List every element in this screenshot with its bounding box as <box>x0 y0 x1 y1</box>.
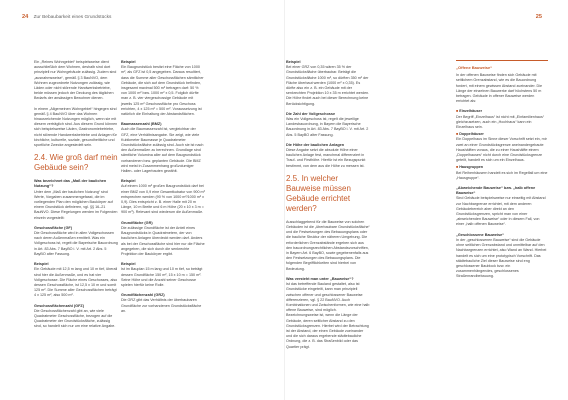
paragraph: Ein Gebäude mit 12,5 m lang und 10 m tief, überall sind hier die Außenmaße, und es hat vier Vollgeschosse. Die Fläche eines Geschosses, also dessen Geschossfläche, ist 12,5 x 10 m und somit 125 m². Die Summe aller Geschossflächen beträgt 4 x 125 m², also 500 m². <box>34 267 118 298</box>
subheading: Beispiel <box>286 60 301 64</box>
section-heading-2-5: 2.5. In welcher Bauweise müssen Gebäude errichtet werden? <box>286 173 351 213</box>
subheading: Was versteht man unter „Bauweise“? <box>286 276 354 281</box>
paragraph: Was ein Vollgeschoss ist, regelt die jeweilige Landesbauordnung, in Bayern die Bayerische Bauordnung in Art. 83 Abs. 7 BayBO i. V. mit Art. 2 Abs. 5 BayBO alter Fassung. <box>286 117 369 137</box>
paragraph: Bei einer GRZ von 0,35 wären 35 % der Grundstücksfläche überbaubar. Beträgt die Grundstücksfläche 1000 m², so dürften 350 m² der Fläche überbaut werden (1000 m² x 0,35). Es dürfte also ein z. B. ein Gebäude mit der senkrechten Projektion 10 x 35 m errichtet werden. Die Höhe findet auch bei dieser Berechnung keine Berücksichtigung. <box>286 65 370 106</box>
paragraph: Ein „Reines Wohngebiet“ beispielsweise dient ausschließlich dem Wohnen, deshalb sind dort prinzipiell nur Wohngebäude zulässig. Zudem sind „ausnahmsweise“, gemäß § 3 BauNVO, dem Wohnen zugeordnete Nutzungen zulässig, wie Läden oder nicht störende Handwerksbetriebe, beide müssen jedoch der Deckung des täglichen Bedarfs der ansässigen Bewohner dienen. <box>34 60 117 101</box>
section-heading-2-4: 2.4. Wie groß darf mein Gebäude sein? <box>34 153 118 173</box>
subheading: Geschossflächenzahl (GFZ) <box>34 303 85 308</box>
subheading: Grundfläche (GR) <box>121 220 153 225</box>
subheading: Die Zahl der Vollgeschosse <box>286 111 336 116</box>
bullet-item <box>456 109 548 130</box>
subheading: Beispiel <box>34 262 49 267</box>
paragraph: In der offenen Bauweise finden sich Gebäude mit seitlichem Grenzabstand, wie es die Bauordnung fordert, mit einem gewissen Abstand zueinander. Die Länge der einzelnen Bauwerke darf höchstens 50 m betragen. Gebäude in offener Bauweise werden errichtet als: <box>456 73 543 104</box>
paragraph: Ausschlaggebend für die Bauweise von solchen Gebäuden ist die „überbaubare Grundstücksfläche“ und die Festsetzungen des Bebauungsplans oder die bauliche Struktur der näheren Umgebung. Die erforderlichen Grenzabstände ergeben sich aus den bauordnungsrechtlichen Abstandsvorschriften, in Bayern Art. 6 BayBO, sowie gegebenenfalls aus den Festsetzungen des Bebauungsplans. Die folgenden Begrifflichkeiten sind hierbei von Bedeutung. <box>286 219 370 271</box>
subheading: Die Höhe der baulichen Anlagen <box>286 142 345 147</box>
bullet-title: Hausgruppen <box>459 165 484 170</box>
paragraph: Ein Baugrundstück besitzt eine Fläche von 1000 m², als GFZ ist 0,5 angegeben. Daraus resultiert, dass die Summe aller Geschossflächen sämtlicher Gebäude, die sich auf dem Grundstück befinden, insgesamt maximal 500 m² betragen darf: 50 % von 1000 m² bzw. 1000 m² x 0,5. Folglich dürfte man z. B. vier viergeschossige Gebäude mit jeweils 125 m² Geschossfläche pro Geschoss errichten, 4 x 125 m² = 500 m². Voraussetzung ist natürlich die Einhaltung der Abstandsflächen. <box>121 65 204 117</box>
info-box-title: „Offene Bauweise“ <box>456 65 493 70</box>
subheading: Geschossfläche (GF) <box>34 225 72 230</box>
info-box <box>456 60 548 280</box>
paragraph: Die GRZ gibt das Verhältnis der überbaubaren Grundfläche zur vorhandenen Grundstücksfläche an. <box>121 298 202 313</box>
column-2 <box>121 60 205 319</box>
column-1 <box>34 60 118 335</box>
subheading: „Abweichende Bauweise“ bzw. „halb offene Bauweise“ <box>456 186 536 196</box>
bullet-title: Doppelhäuser <box>459 132 484 137</box>
right-page-header <box>536 14 546 20</box>
bullet-icon: ■ <box>456 109 459 114</box>
bullet-item <box>456 165 548 181</box>
subheading: „Geschlossene Bauweise“ <box>456 232 505 237</box>
left-page-number: 24 <box>22 14 29 20</box>
bullet-item <box>456 132 548 163</box>
subheading: Beispiel <box>121 262 136 267</box>
paragraph: Sind Gebäude beispielsweise nur einseitig mit Abstand zur Nachbargrenze errichtet, mit dem anderen Gebäudebereich aber direkt an den Grundstücksgrenzen, spricht man von einer „abweichenden Bauweise“ oder in diesem Fall, von einer „halb offenen Bauweise“. <box>456 196 546 227</box>
running-title: Zur Bebaubarkeit eines Grundstücks <box>33 15 112 20</box>
page-spine <box>284 0 285 400</box>
paragraph: Ist das betreffende Bauland gestaltet, also ist Grundstücke eingeteilt, kann man prinzipiell zwischen offener und geschlossener Bauweise differenzieren, vgl. § 22 BauNVO. Auch Kombinationen und Zwischenformen, wie eine halb offene Bauweise, sind möglich. Bezeichnungsweise ist, wenn die Länge der Gebäude, deren seitlicher Abstand zu den Grundstücksgrenzen. Hierbei wird der Betrachtung ist der Abstand, der einen Gebäude zueinander und die sich daraus ergebende städtebauliche Ordnung, die z. B. das Straßenbild oder das Quartier prägt. <box>286 282 370 349</box>
paragraph: Die zulässige Grundfläche ist der Anteil eines Baugrundstücks in Quadratmetern, der von baulichen Anlagen überdeckt werden darf. Anders als bei der Geschossfläche sind hier nur die Fläche angegeben, die sich durch die senkrechte Projektion der Baukörper ergibt. <box>121 225 205 256</box>
subheading: Grundflächenzahl (GRZ) <box>121 293 165 298</box>
subheading: Beispiel <box>121 60 136 64</box>
bullet-text: Der Begriff „Einzelhaus“ ist nicht mit „Einfamilienhaus“ gleichzusetzen, auch ein „Hochhaus“ kann ein Einzelhaus sein. <box>456 114 545 130</box>
paragraph: Ist im Bauplan 15 m lang und 10 m tief, so beträgt dessen Grundfläche 150 m², 15 x 10 m = 150 m². Seine Höhe und die Anzahl seiner Geschosse spielen hierfür keine Rolle. <box>121 267 203 287</box>
column-4 <box>456 60 548 285</box>
paragraph: Die Geschossfläche wird in allen Vollgeschossen nach deren Außenmaßen ermittelt. Was ein Vollgeschoss ist, regelt die Bayerische Bauordnung in Art. 83 Abs. 7 BayBO i. V. mit Art. 2 Abs. 5 BayBO alter Fassung. <box>34 231 118 256</box>
paragraph: In einem „Allgemeinen Wohngebiet“ hingegen sind gemäß § 4 BauNVO über das Wohnen hinausreichende Nutzungen möglich, wenn sie mit diesem verträglich sind. Aus diesem Grund können sich beispielsweise Läden, Gastronomiebetriebe, nicht störende Handwerksbetriebe und Anlagen für kirchliche, kulturelle, soziale, gesundheitliche und sportliche Zwecke angesiedelt sein. <box>34 106 118 148</box>
bullet-icon: ■ <box>456 165 459 170</box>
subheading: Beispiel <box>121 179 136 184</box>
paragraph: Diese Angabe setzt die absolute Höhe einer baulichen Anlage fest, manchmal differenziert in Trauf- und Firsthöhe. Hierfür ist ein Bezugspunkt bestimmt, von dem aus die Höhe zu messen ist. <box>286 148 366 168</box>
paragraph: Auch die Baumassenzahl ist, vergleichbar der GFZ, eine Verhältnisangabe. Sie zeigt, wie viele Kubikmeter Baumasse je Quadratmeter Grundstücksfläche zulässig sind. Auch sie ist nach den Außenmaßen zu berechnen. Grundlage sind sämtliche Volumina aller auf dem Baugrundstück vorhandenen bzw. geplanten Gebäude. Die BMZ wird meist in Zusammenhang großvolumiger Hallen- oder Lagerbauten gewählt. <box>121 127 204 174</box>
paragraph: Die Geschossflächenzahl gibt an, wie viele Quadratmeter Geschossfläche, bezogen auf die Quadratmeter der Grundstücksfläche, zulässig sind, so handelt sich nur um eine relative Angabe. <box>34 308 116 329</box>
left-page-header <box>22 14 111 20</box>
paragraph: Auf einem 1000 m² großen Baugrundstück darf bei einer BMZ von 0,9 eine Gesamtkubatur von 900 m³ entsprechen werden (90 % von 1000 m²/1000 m² x 0,9). Dies entspricht z. B. einer Halle mit 20 m Länge, 10 m Breite und 6 m Höhe (20 x 10 x 3 m = 900 m³). Relevant sind wiederum die Außenmaße. <box>121 184 205 215</box>
column-3 <box>286 60 370 355</box>
paragraph: In der „geschlossenen Bauweise“ sind die Gebäude ohne seitlichen Grenzabstand und unmittelbar auf den Nachbargrenzen errichtet, also Wand an Wand. Hierbei handelt es sich um eine prototypisch Vorschrift. Das städtebauliche Ziel dieser Bauweise sind eng geschlossener Baublock bzw. ein zusammenhängendes, geschlossenes Straßenrandbebauung. <box>456 237 547 279</box>
subheading: Baumassenzahl (BMZ) <box>121 122 162 127</box>
paragraph: Unter dem „Maß der baulichen Nutzung“ sind Werte, Vorgaben zusammengefasst, die im vorliegenden Plan den möglichen Baukörper auf einem Grundstück definieren, vgl. §§ 16–21 BauNVO. Diese Regelungen werden im Folgenden einzeln vorgestellt: <box>34 189 118 220</box>
subheading: Was bezeichnet das „Maß der baulichen Nutzung“? <box>34 179 107 189</box>
bullet-title: Einzelhäuser <box>459 109 483 114</box>
bullet-icon: ■ <box>456 132 459 137</box>
right-page-number: 25 <box>535 14 542 20</box>
bullet-text: Ein Doppelhaus im Sinne dieser Vorschrift setzt ein, mir zwei an einer Grundstücksgrenze aneinandergebaute Haushälften voraus, die zu einer Haushälfte einem „Doppelhauses“ nicht durch eine Grundstücksgrenze geteilt, handelt es sich um ein Einzelhaus. <box>456 137 547 163</box>
bullet-text: Bei Reihenhäusern handelt es sich im Regelfall um eine „Hausgruppe“. <box>456 170 548 180</box>
